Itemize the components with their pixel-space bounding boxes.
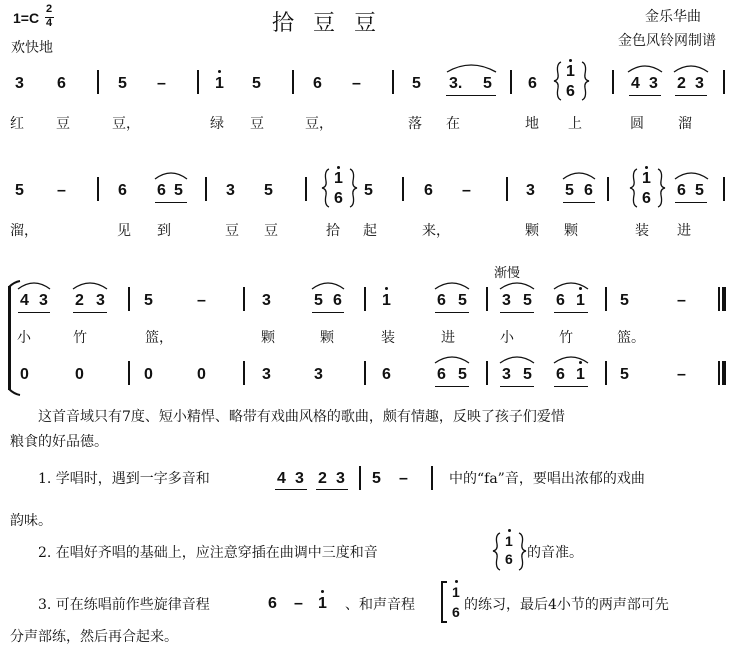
time-signature-bottom: 4 bbox=[46, 17, 53, 29]
note: 5 bbox=[695, 182, 704, 199]
page-title: 拾 豆 豆 bbox=[272, 11, 382, 36]
note: 6 bbox=[382, 366, 391, 383]
note: 6 bbox=[424, 182, 433, 199]
lyric: 见 bbox=[117, 223, 131, 239]
chord-upper: 1 bbox=[566, 63, 575, 80]
inline-note: 1 bbox=[318, 595, 327, 612]
note: 6 bbox=[333, 292, 342, 309]
point-1-text: 1. 学唱时，遇到一字多音和 bbox=[38, 471, 210, 487]
note: 0 bbox=[20, 366, 29, 383]
lyric: 小 bbox=[500, 330, 514, 346]
chord-upper: 1 bbox=[505, 533, 513, 549]
lyric: 装 bbox=[381, 330, 395, 346]
note: 3 bbox=[526, 182, 535, 199]
point-1-text-cont: 中的“fa”音，要唱出浓郁的戏曲 bbox=[449, 471, 645, 487]
chord-brace-left bbox=[493, 533, 500, 570]
lyric: 篮， bbox=[145, 330, 173, 346]
note: 5 bbox=[144, 292, 153, 309]
lyric: 豆， bbox=[305, 116, 333, 132]
chord-lower: 6 bbox=[642, 190, 651, 207]
lyric: 颗 bbox=[564, 223, 578, 239]
note: 3. bbox=[449, 75, 463, 92]
note: 6 bbox=[528, 75, 537, 92]
inline-note: – bbox=[294, 595, 303, 612]
note: 3 bbox=[226, 182, 235, 199]
lyric: 颗 bbox=[320, 330, 334, 346]
lyric: 颗 bbox=[525, 223, 539, 239]
point-3-text-cont: 的练习，最后4小节的两声部可先 bbox=[464, 597, 669, 613]
chord-upper: 1 bbox=[642, 170, 651, 187]
note: 3 bbox=[39, 292, 48, 309]
note: 3 bbox=[15, 75, 24, 92]
note: 5 bbox=[314, 292, 323, 309]
note: 5 bbox=[118, 75, 127, 92]
note: 5 bbox=[483, 75, 492, 92]
note: 3 bbox=[96, 292, 105, 309]
key-signature: 1=C bbox=[13, 10, 40, 26]
point-2-text-cont: 的音准。 bbox=[527, 545, 583, 561]
chord-bracket bbox=[442, 582, 447, 622]
note: – bbox=[352, 75, 361, 92]
lyric: 豆 bbox=[56, 116, 70, 132]
note: 2 bbox=[677, 75, 686, 92]
note: 6 bbox=[437, 366, 446, 383]
lyric: 落 bbox=[408, 116, 422, 132]
note: 5 bbox=[264, 182, 273, 199]
note: 5 bbox=[252, 75, 261, 92]
lyric: 豆 bbox=[225, 223, 239, 239]
chord-lower: 6 bbox=[452, 604, 460, 620]
note: 6 bbox=[584, 182, 593, 199]
lyric: 颗 bbox=[261, 330, 275, 346]
lyric: 小 bbox=[17, 330, 31, 346]
note: 6 bbox=[313, 75, 322, 92]
intro-line-1: 这首音域只有7度、短小精悍、略带有戏曲风格的歌曲，颇有情趣，反映了孩子们爱惜 bbox=[38, 409, 565, 425]
lyric: 豆 bbox=[250, 116, 264, 132]
point-1-line-2: 韵味。 bbox=[10, 513, 52, 529]
note: 5 bbox=[565, 182, 574, 199]
note: 3 bbox=[502, 366, 511, 383]
lyric: 到 bbox=[157, 223, 171, 239]
note: 3 bbox=[695, 75, 704, 92]
note: 5 bbox=[15, 182, 24, 199]
lyric: 拾 bbox=[326, 223, 340, 239]
note: 1 bbox=[576, 366, 585, 383]
point-2-text: 2. 在唱好齐唱的基础上，应注意穿插在曲调中三度和音 bbox=[38, 545, 378, 561]
note: 5 bbox=[174, 182, 183, 199]
note: 4 bbox=[631, 75, 640, 92]
note: 5 bbox=[364, 182, 373, 199]
inline-note: 2 bbox=[318, 470, 327, 487]
tempo-marking: 欢快地 bbox=[11, 40, 53, 56]
note: 1 bbox=[215, 75, 224, 92]
note: 1 bbox=[382, 292, 391, 309]
lyric: 圆 bbox=[630, 116, 644, 132]
note: – bbox=[157, 75, 166, 92]
lyric: 进 bbox=[677, 223, 691, 239]
note: 3 bbox=[649, 75, 658, 92]
note: 1 bbox=[576, 292, 585, 309]
note: 5 bbox=[412, 75, 421, 92]
chord-upper: 1 bbox=[334, 170, 343, 187]
lyric: 篮。 bbox=[617, 330, 645, 346]
lyric: 来， bbox=[422, 223, 450, 239]
chord-lower: 6 bbox=[566, 83, 575, 100]
note: 5 bbox=[620, 366, 629, 383]
lyric: 地 bbox=[525, 116, 539, 132]
note: 6 bbox=[556, 292, 565, 309]
note: 4 bbox=[20, 292, 29, 309]
composer-credit: 金乐华曲 bbox=[645, 9, 701, 25]
note: – bbox=[57, 182, 66, 199]
inline-note: 5 bbox=[372, 470, 381, 487]
note: 5 bbox=[523, 292, 532, 309]
note: 6 bbox=[677, 182, 686, 199]
lyric: 豆， bbox=[112, 116, 140, 132]
chord-upper: 1 bbox=[452, 584, 460, 600]
score-maker-credit: 金色风铃网制谱 bbox=[618, 33, 716, 49]
note: 0 bbox=[197, 366, 206, 383]
lyric: 竹 bbox=[559, 330, 573, 346]
chord-lower: 6 bbox=[334, 190, 343, 207]
intro-line-2: 粮食的好品德。 bbox=[10, 434, 108, 450]
note: 3 bbox=[262, 292, 271, 309]
note: – bbox=[462, 182, 471, 199]
note: 5 bbox=[458, 292, 467, 309]
lyric: 在 bbox=[446, 116, 460, 132]
point-3-line-2: 分声部练，然后再合起来。 bbox=[10, 629, 178, 645]
note: 6 bbox=[157, 182, 166, 199]
note: 5 bbox=[523, 366, 532, 383]
lyric: 绿 bbox=[210, 116, 224, 132]
lyric: 起 bbox=[363, 223, 377, 239]
chord-lower: 6 bbox=[505, 551, 513, 567]
note: 0 bbox=[144, 366, 153, 383]
point-3-text: 3. 可在练唱前作些旋律音程 bbox=[38, 597, 210, 613]
ritardando-marking: 渐慢 bbox=[494, 266, 521, 281]
inline-note: 6 bbox=[268, 595, 277, 612]
inline-note: 4 bbox=[277, 470, 286, 487]
note: 3 bbox=[262, 366, 271, 383]
note: 6 bbox=[437, 292, 446, 309]
lyric: 上 bbox=[568, 116, 582, 132]
inline-note: – bbox=[399, 470, 408, 487]
note: 5 bbox=[620, 292, 629, 309]
inline-note: 3 bbox=[295, 470, 304, 487]
note: 6 bbox=[556, 366, 565, 383]
time-signature-top: 2 bbox=[46, 3, 53, 15]
note: 6 bbox=[57, 75, 66, 92]
inline-note: 3 bbox=[336, 470, 345, 487]
lyric: 竹 bbox=[73, 330, 87, 346]
point-3-text-mid: 、和声音程 bbox=[345, 597, 415, 613]
lyric: 红 bbox=[10, 116, 24, 132]
note: – bbox=[677, 292, 686, 309]
lyric: 溜， bbox=[10, 223, 38, 239]
note: 5 bbox=[458, 366, 467, 383]
note: 2 bbox=[75, 292, 84, 309]
note: – bbox=[197, 292, 206, 309]
lyric: 进 bbox=[441, 330, 455, 346]
note: 3 bbox=[502, 292, 511, 309]
lyric: 装 bbox=[635, 223, 649, 239]
lyric: 豆 bbox=[264, 223, 278, 239]
note: – bbox=[677, 366, 686, 383]
chord-brace-right bbox=[519, 533, 526, 570]
note: 0 bbox=[75, 366, 84, 383]
note: 3 bbox=[314, 366, 323, 383]
note: 6 bbox=[118, 182, 127, 199]
lyric: 溜 bbox=[678, 116, 692, 132]
